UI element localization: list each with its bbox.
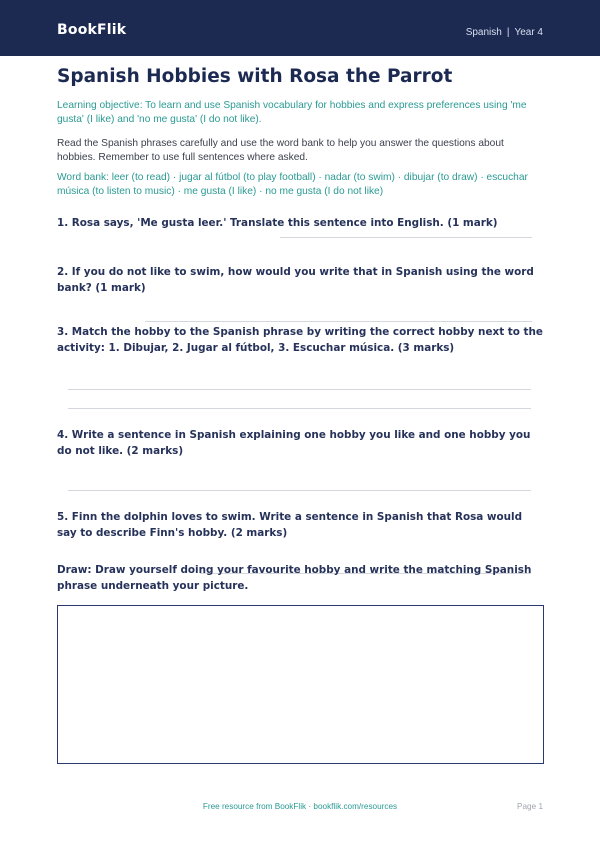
instructions: Read the Spanish phrases carefully and use the word bank to help you answer the questions about hobbies. Remember to use full sentences where asked. <box>57 138 504 163</box>
question-3: 3. Match the hobby to the Spanish phrase by writing the correct hobby next to the activity: 1. Dibujar, 2. Jugar al fútbol, 3. Escuchar música. (3 marks) <box>57 326 543 354</box>
learning-objective: Learning objective: To learn and use Spanish vocabulary for hobbies and express preferences using 'me gusta' (I like) and 'no me gusta' (I do not like). <box>57 100 527 125</box>
question-2: 2. If you do not like to swim, how would you write that in Spanish using the word bank? (1 mark) <box>57 266 534 294</box>
year-label: Year 4 <box>514 27 543 38</box>
answer-line[interactable] <box>280 237 532 238</box>
answer-line[interactable] <box>145 321 532 322</box>
header-separator: | <box>506 27 510 38</box>
answer-line[interactable] <box>68 408 531 409</box>
answer-line[interactable] <box>68 389 531 390</box>
answer-line[interactable] <box>68 490 531 491</box>
question-4: 4. Write a sentence in Spanish explaining one hobby you like and one hobby you do not like. (2 marks) <box>57 429 531 457</box>
subject-label: Spanish <box>465 27 502 38</box>
page-number: Page 1 <box>517 802 543 811</box>
page-header <box>0 0 600 56</box>
footer-resource-link[interactable]: Free resource from BookFlik · bookflik.com/resources <box>202 802 398 811</box>
brand-logo: BookFlik <box>57 22 127 38</box>
question-1: 1. Rosa says, 'Me gusta leer.' Translate this sentence into English. (1 mark) <box>57 217 498 229</box>
question-5: 5. Finn the dolphin loves to swim. Write a sentence in Spanish that Rosa would say to describe Finn's hobby. (2 marks) <box>57 511 523 539</box>
drawing-area[interactable] <box>57 605 544 764</box>
draw-prompt: Draw: Draw yourself doing your favourite hobby and write the matching Spanish phrase underneath your picture. <box>57 564 532 592</box>
subject-year-label <box>466 27 543 38</box>
page-title: Spanish Hobbies with Rosa the Parrot <box>57 66 453 87</box>
word-bank: Word bank: leer (to read) · jugar al fútbol (to play football) · nadar (to swim) · dibujar (to draw) · escuchar música (to listen to music) · me gusta (I like) · no me gusta (I do not like) <box>57 172 528 197</box>
